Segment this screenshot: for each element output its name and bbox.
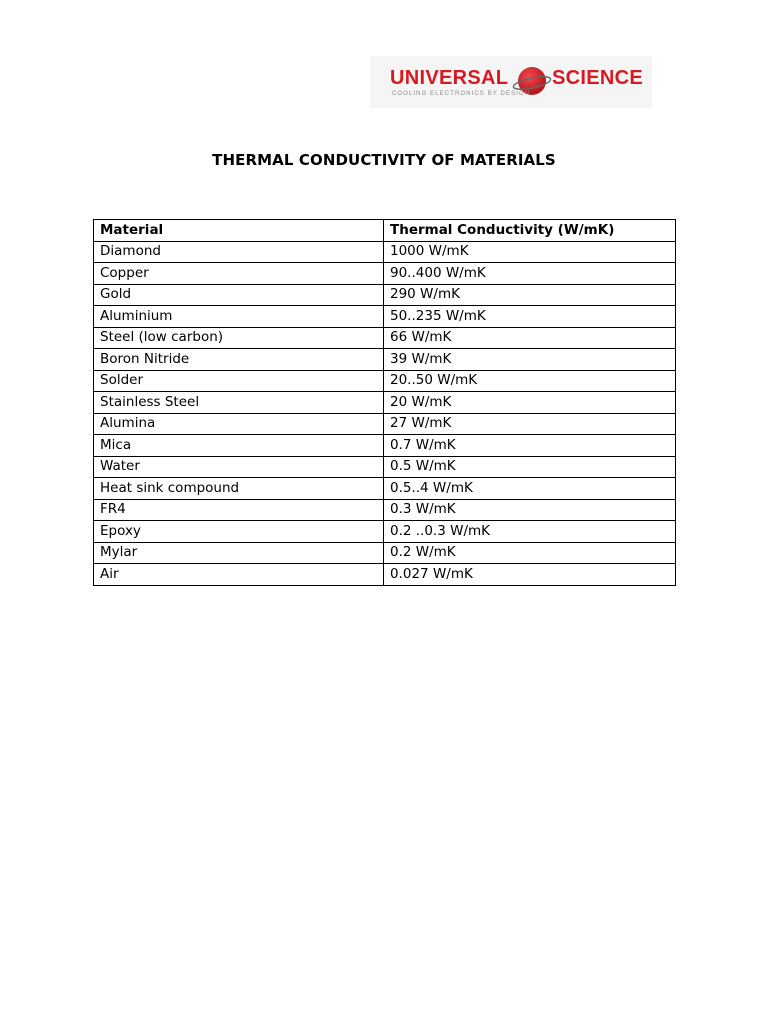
cell-conductivity: 0.2 W/mK: [384, 542, 676, 564]
table-row: [94, 241, 676, 263]
table-row: [94, 392, 676, 414]
cell-conductivity: 0.027 W/mK: [384, 564, 676, 586]
cell-material: Copper: [94, 263, 384, 285]
table-row: [94, 284, 676, 306]
cell-conductivity: 20 W/mK: [384, 392, 676, 414]
cell-material: Mica: [94, 435, 384, 457]
cell-conductivity: 39 W/mK: [384, 349, 676, 371]
cell-conductivity: 0.3 W/mK: [384, 499, 676, 521]
logo-tagline: COOLING ELECTRONICS BY DESIGN: [392, 91, 531, 97]
table-row: [94, 456, 676, 478]
cell-conductivity: 27 W/mK: [384, 413, 676, 435]
table-row: [94, 413, 676, 435]
header-thermal-conductivity: Thermal Conductivity (W/mK): [384, 220, 676, 242]
cell-conductivity: 50..235 W/mK: [384, 306, 676, 328]
cell-conductivity: 90..400 W/mK: [384, 263, 676, 285]
conductivity-table: [93, 219, 676, 586]
cell-material: Solder: [94, 370, 384, 392]
table-header-row: [94, 220, 676, 242]
cell-material: Boron Nitride: [94, 349, 384, 371]
cell-conductivity: 0.7 W/mK: [384, 435, 676, 457]
cell-material: Gold: [94, 284, 384, 306]
table-row: [94, 542, 676, 564]
table-row: [94, 349, 676, 371]
logo-word-universal: UNIVERSAL: [390, 67, 509, 89]
header-material: Material: [94, 220, 384, 242]
cell-material: Mylar: [94, 542, 384, 564]
cell-material: Epoxy: [94, 521, 384, 543]
cell-material: Heat sink compound: [94, 478, 384, 500]
table-row: [94, 521, 676, 543]
cell-material: Water: [94, 456, 384, 478]
logo-word-science: SCIENCE: [552, 67, 644, 89]
table-row: [94, 499, 676, 521]
document-title: THERMAL CONDUCTIVITY OF MATERIALS: [212, 151, 556, 169]
cell-conductivity: 0.5 W/mK: [384, 456, 676, 478]
table-row: [94, 370, 676, 392]
table-body: [94, 241, 676, 585]
table-row: [94, 327, 676, 349]
company-logo: [370, 56, 652, 108]
cell-conductivity: 20..50 W/mK: [384, 370, 676, 392]
cell-conductivity: 0.5..4 W/mK: [384, 478, 676, 500]
cell-material: Steel (low carbon): [94, 327, 384, 349]
table-row: [94, 263, 676, 285]
table-row: [94, 435, 676, 457]
cell-material: Alumina: [94, 413, 384, 435]
cell-material: Air: [94, 564, 384, 586]
table-row: [94, 306, 676, 328]
cell-material: FR4: [94, 499, 384, 521]
cell-conductivity: 290 W/mK: [384, 284, 676, 306]
conductivity-table-container: [93, 219, 675, 586]
cell-conductivity: 1000 W/mK: [384, 241, 676, 263]
cell-material: Aluminium: [94, 306, 384, 328]
cell-material: Stainless Steel: [94, 392, 384, 414]
cell-conductivity: 66 W/mK: [384, 327, 676, 349]
table-row: [94, 478, 676, 500]
table-row: [94, 564, 676, 586]
cell-material: Diamond: [94, 241, 384, 263]
cell-conductivity: 0.2 ..0.3 W/mK: [384, 521, 676, 543]
